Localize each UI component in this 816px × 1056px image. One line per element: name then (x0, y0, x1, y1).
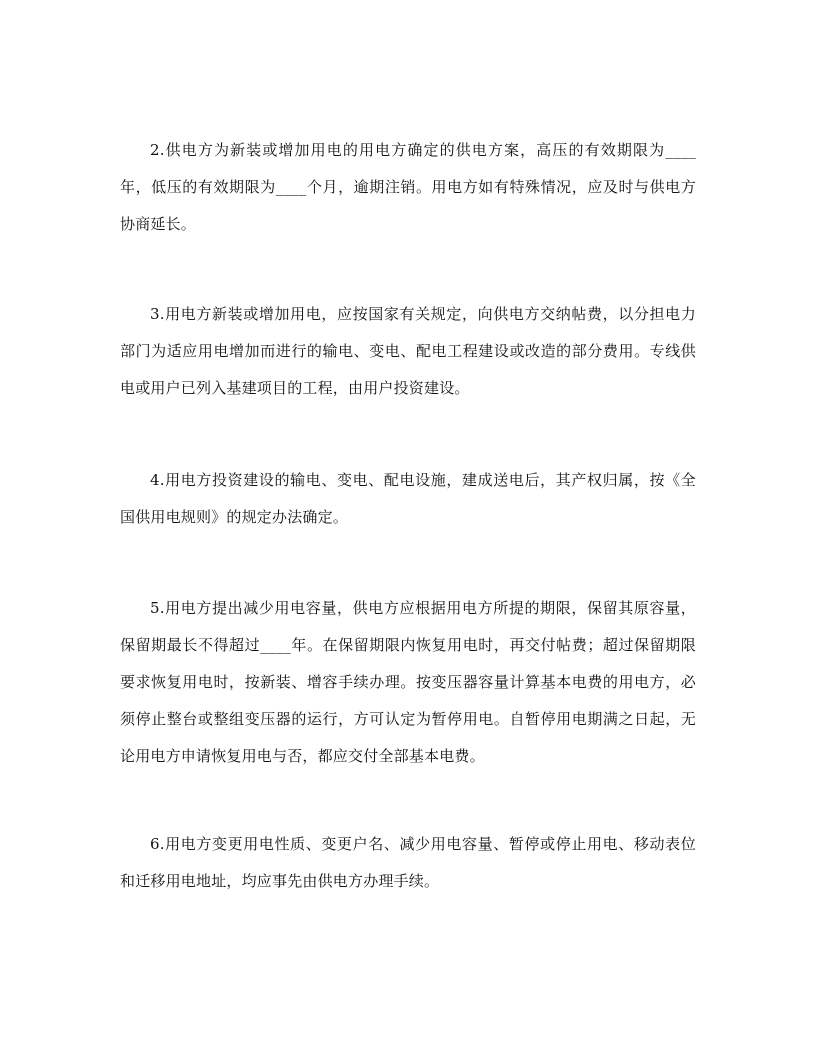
clause-3-paragraph: 3.用电方新装或增加用电，应按国家有关规定，向供电方交纳帖费，以分担电力部门为适应用电增加而进行的输电、变电、配电工程建设或改造的部分费用。专线供电或用户已列入基建项目的工程，由用户投资建设。 (120, 305, 696, 397)
clause-5-paragraph: 5.用电方提出减少用电容量，供电方应根据用电方所提的期限，保留其原容量，保留期最长不得超过____年。在保留期限内恢复用电时，再交付帖费；超过保留期限要求恢复用电时，按新装、增容手续办理。按变压器容量计算基本电费的用电方，必须停止整台或整组变压器的运行，方可认定为暂停用电。自暂停用电期满之日起，无论用电方申请恢复用电与否，都应交付全部基本电费。 (120, 599, 696, 765)
clause-2-paragraph: 2.供电方为新装或增加用电的用电方确定的供电方案，高压的有效期限为____年，低压的有效期限为____个月，逾期注销。用电方如有特殊情况，应及时与供电方协商延长。 (120, 141, 696, 233)
clause-4-paragraph: 4.用电方投资建设的输电、变电、配电设施，建成送电后，其产权归属，按《全国供用电规则》的规定办法确定。 (120, 471, 696, 526)
clause-6-paragraph: 6.用电方变更用电性质、变更户名、减少用电容量、暂停或停止用电、移动表位和迁移用电地址，均应事先由供电方办理手续。 (120, 835, 696, 890)
